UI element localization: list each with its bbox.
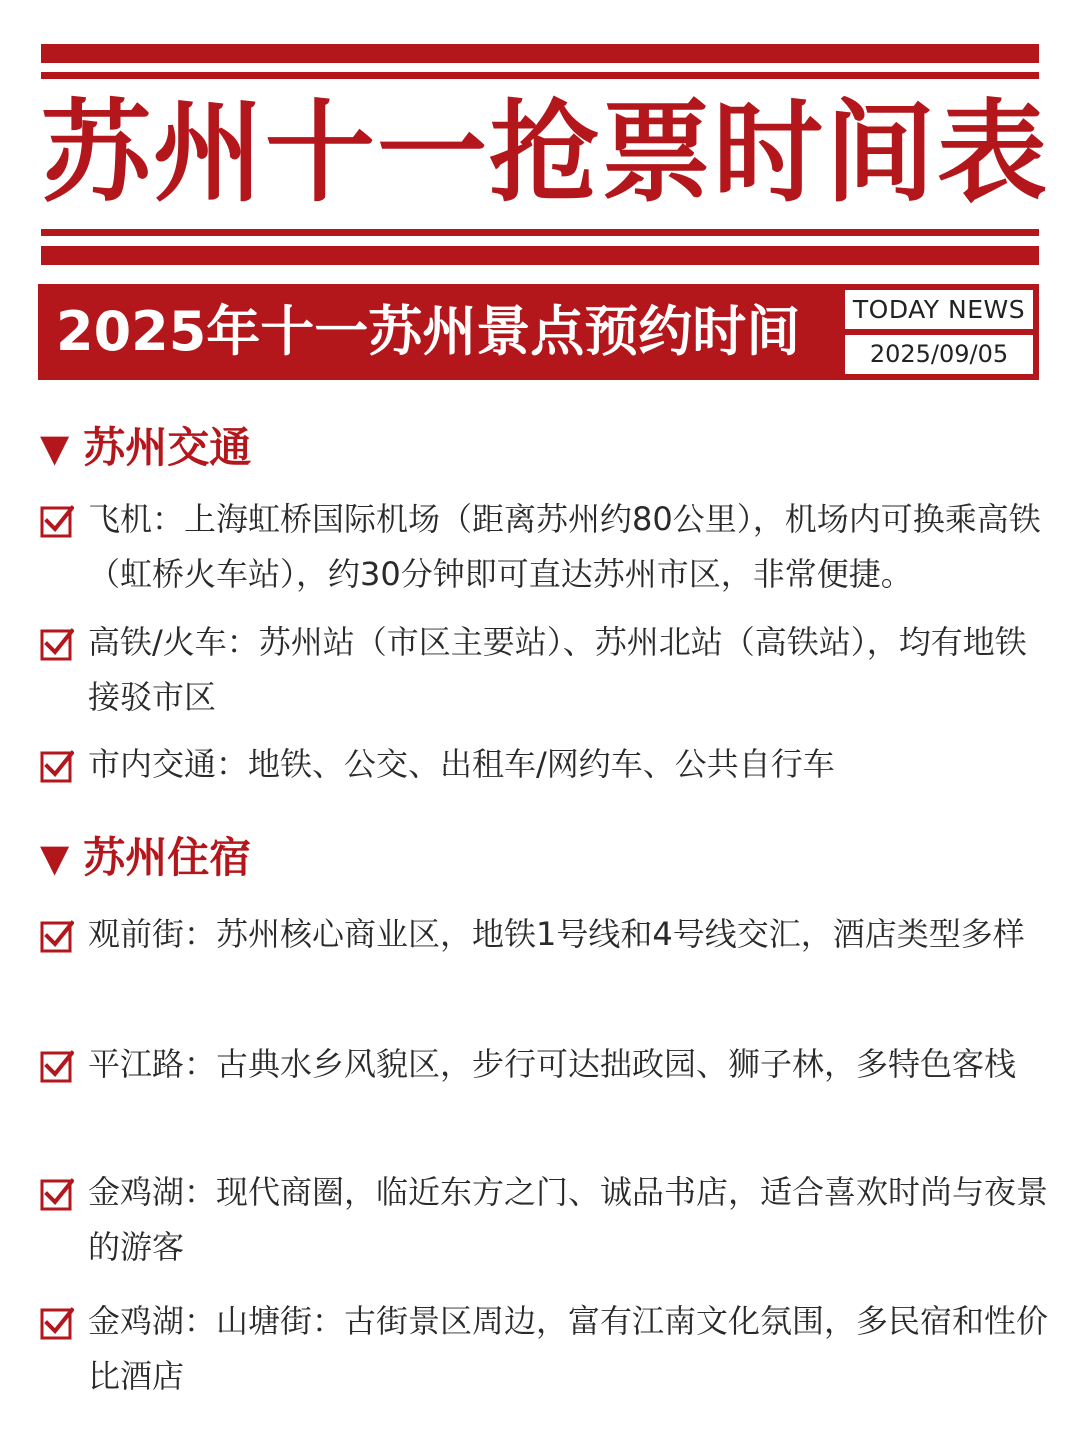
list-item-text: 观前街：苏州核心商业区，地铁1号线和4号线交汇，酒店类型多样 — [88, 915, 1025, 953]
section-heading-transport — [40, 420, 251, 476]
subtitle: 2025年十一苏州景点预约时间 — [56, 300, 801, 363]
bottom-thin-rule — [41, 229, 1039, 236]
list-item-text: 市内交通：地铁、公交、出租车/网约车、公共自行车 — [88, 745, 835, 783]
section-heading-label: 苏州住宿 — [83, 833, 252, 882]
list-item-text: 金鸡湖：现代商圈，临近东方之门、诚品书店，适合喜欢时尚与夜景的游客 — [88, 1173, 1049, 1266]
list-item-text: 高铁/火车：苏州站（市区主要站）、苏州北站（高铁站），均有地铁接驳市区 — [88, 623, 1027, 716]
checkbox-checked-icon — [40, 749, 74, 783]
checkbox-checked-icon — [40, 1049, 74, 1083]
top-thin-rule — [41, 72, 1039, 79]
page-title: 苏州十一抢票时间表 — [41, 89, 1049, 217]
list-item-text: 金鸡湖：山塘街：古街景区周边，富有江南文化氛围，多民宿和性价比酒店 — [88, 1302, 1049, 1395]
triangle-down-icon: ▼ — [40, 426, 70, 470]
checkbox-checked-icon — [40, 627, 74, 661]
triangle-down-icon: ▼ — [40, 836, 70, 880]
section-heading-label: 苏州交通 — [83, 423, 252, 472]
checkbox-checked-icon — [40, 919, 74, 953]
checkbox-checked-icon — [40, 1177, 74, 1211]
news-badge-date: 2025/09/05 — [845, 335, 1033, 374]
checkbox-checked-icon — [40, 504, 74, 538]
bottom-thick-rule — [41, 246, 1039, 265]
top-thick-rule — [41, 44, 1039, 63]
news-badge — [845, 290, 1033, 374]
list-item-text: 平江路：古典水乡风貌区，步行可达拙政园、狮子林，多特色客栈 — [88, 1045, 1017, 1083]
news-badge-label: TODAY NEWS — [845, 290, 1033, 329]
checkbox-checked-icon — [40, 1306, 74, 1340]
section-heading-lodging — [40, 830, 251, 886]
subtitle-band — [38, 284, 1039, 380]
list-item-text: 飞机：上海虹桥国际机场（距离苏州约80公里），机场内可换乘高铁（虹桥火车站），约30分钟即可直达苏州市区，非常便捷。 — [88, 500, 1041, 593]
